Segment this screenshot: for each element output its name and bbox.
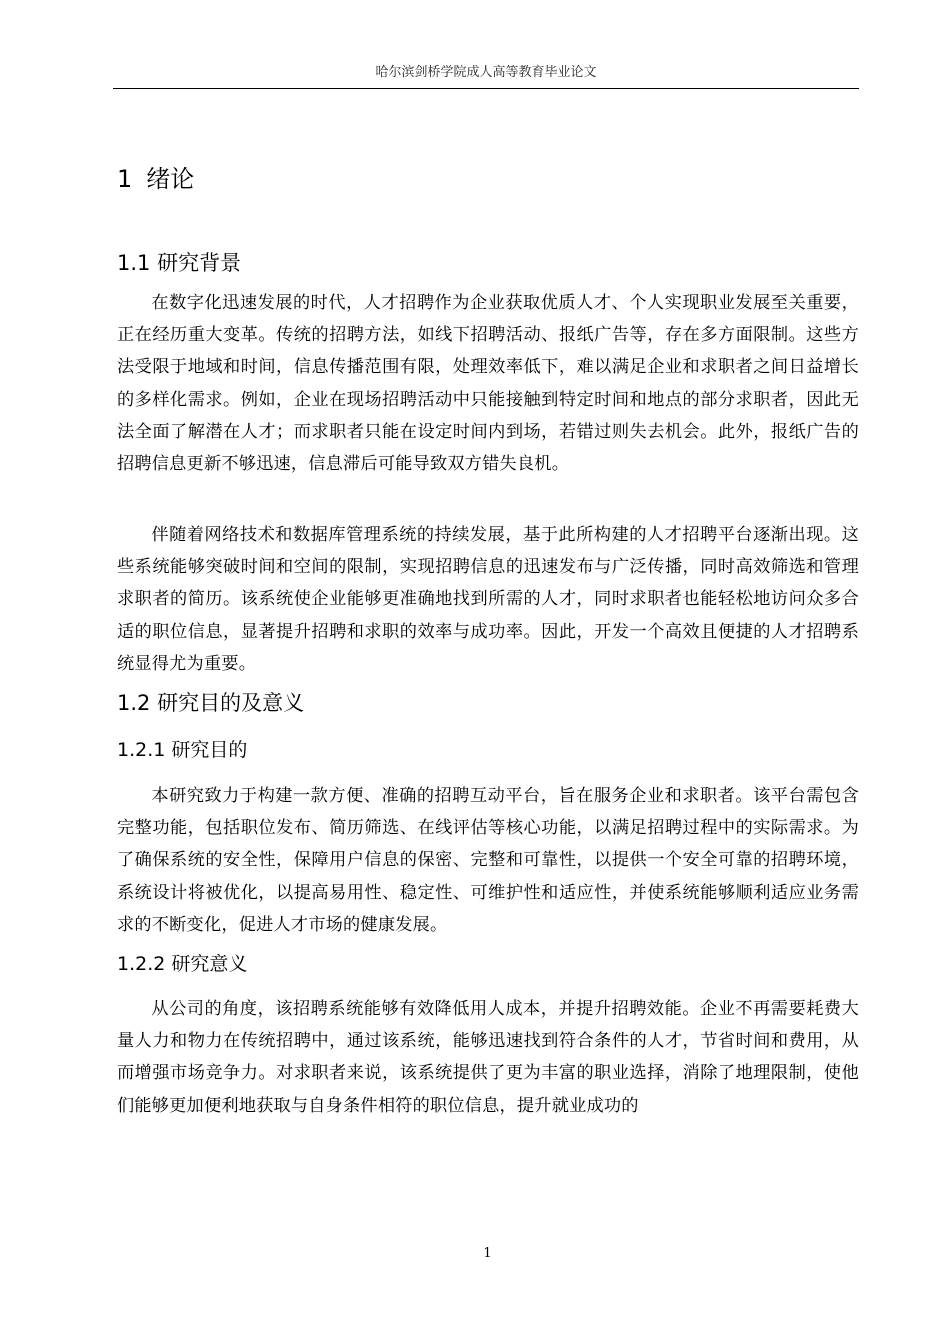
section-heading-1-2-1: 1.2.1 研究目的 xyxy=(117,739,248,761)
section-heading-1-2: 1.2 研究目的及意义 xyxy=(117,691,305,715)
paragraph-background-1: 在数字化迅速发展的时代，人才招聘作为企业获取优质人才、个人实现职业发展至关重要，正在经历重大变革。传统的招聘方法，如线下招聘活动、报纸广告等，存在多方面限制。这些方法受限于地域和时间，信息传播范围有限，处理效率低下，难以满足企业和求职者之间日益增长的多样化需求。例如，企业在现场招聘活动中只能接触到特定时间和地点的部分求职者，因此无法全面了解潜在人才；而求职者只能在设定时间内到场，若错过则失去机会。此外，报纸广告的招聘信息更新不够迅速，信息滞后可能导致双方错失良机。 xyxy=(117,293,859,475)
page-header xyxy=(113,58,859,89)
chapter-title-text: 绪论 xyxy=(146,165,195,193)
paragraph-background-2: 伴随着网络技术和数据库管理系统的持续发展，基于此所构建的人才招聘平台逐渐出现。这些系统能够突破时间和空间的限制，实现招聘信息的迅速发布与广泛传播，同时高效筛选和管理求职者的简历。该系统使企业能够更准确地找到所需的人才，同时求职者也能轻松地访问众多合适的职位信息，显著提升招聘和求职的效率与成功率。因此，开发一个高效且便捷的人才招聘系统显得尤为重要。 xyxy=(117,525,859,674)
page-number: 1 xyxy=(483,1246,492,1261)
paragraph-purpose: 本研究致力于构建一款方便、准确的招聘互动平台，旨在服务企业和求职者。该平台需包含完整功能，包括职位发布、简历筛选、在线评估等核心功能，以满足招聘过程中的实际需求。为了确保系统的安全性，保障用户信息的保密、完整和可靠性，以提供一个安全可靠的招聘环境，系统设计将被优化，以提高易用性、稳定性、可维护性和适应性，并使系统能够顺利适应业务需求的不断变化，促进人才市场的健康发展。 xyxy=(117,786,859,935)
section-heading-1-2-2: 1.2.2 研究意义 xyxy=(117,953,248,975)
paragraph-significance: 从公司的角度，该招聘系统能够有效降低用人成本，并提升招聘效能。企业不再需要耗费大量人力和物力在传统招聘中，通过该系统，能够迅速找到符合条件的人才，节省时间和费用，从而增强市场竞争力。对求职者来说，该系统提供了更为丰富的职业选择，消除了地理限制，使他们能够更加便利地获取与自身条件相符的职位信息，提升就业成功的 xyxy=(117,999,859,1116)
header-title: 哈尔滨剑桥学院成人高等教育毕业论文 xyxy=(375,65,597,80)
section-heading-1-1: 1.1 研究背景 xyxy=(117,251,242,275)
chapter-title xyxy=(117,162,194,196)
chapter-number: 1 xyxy=(117,165,133,193)
